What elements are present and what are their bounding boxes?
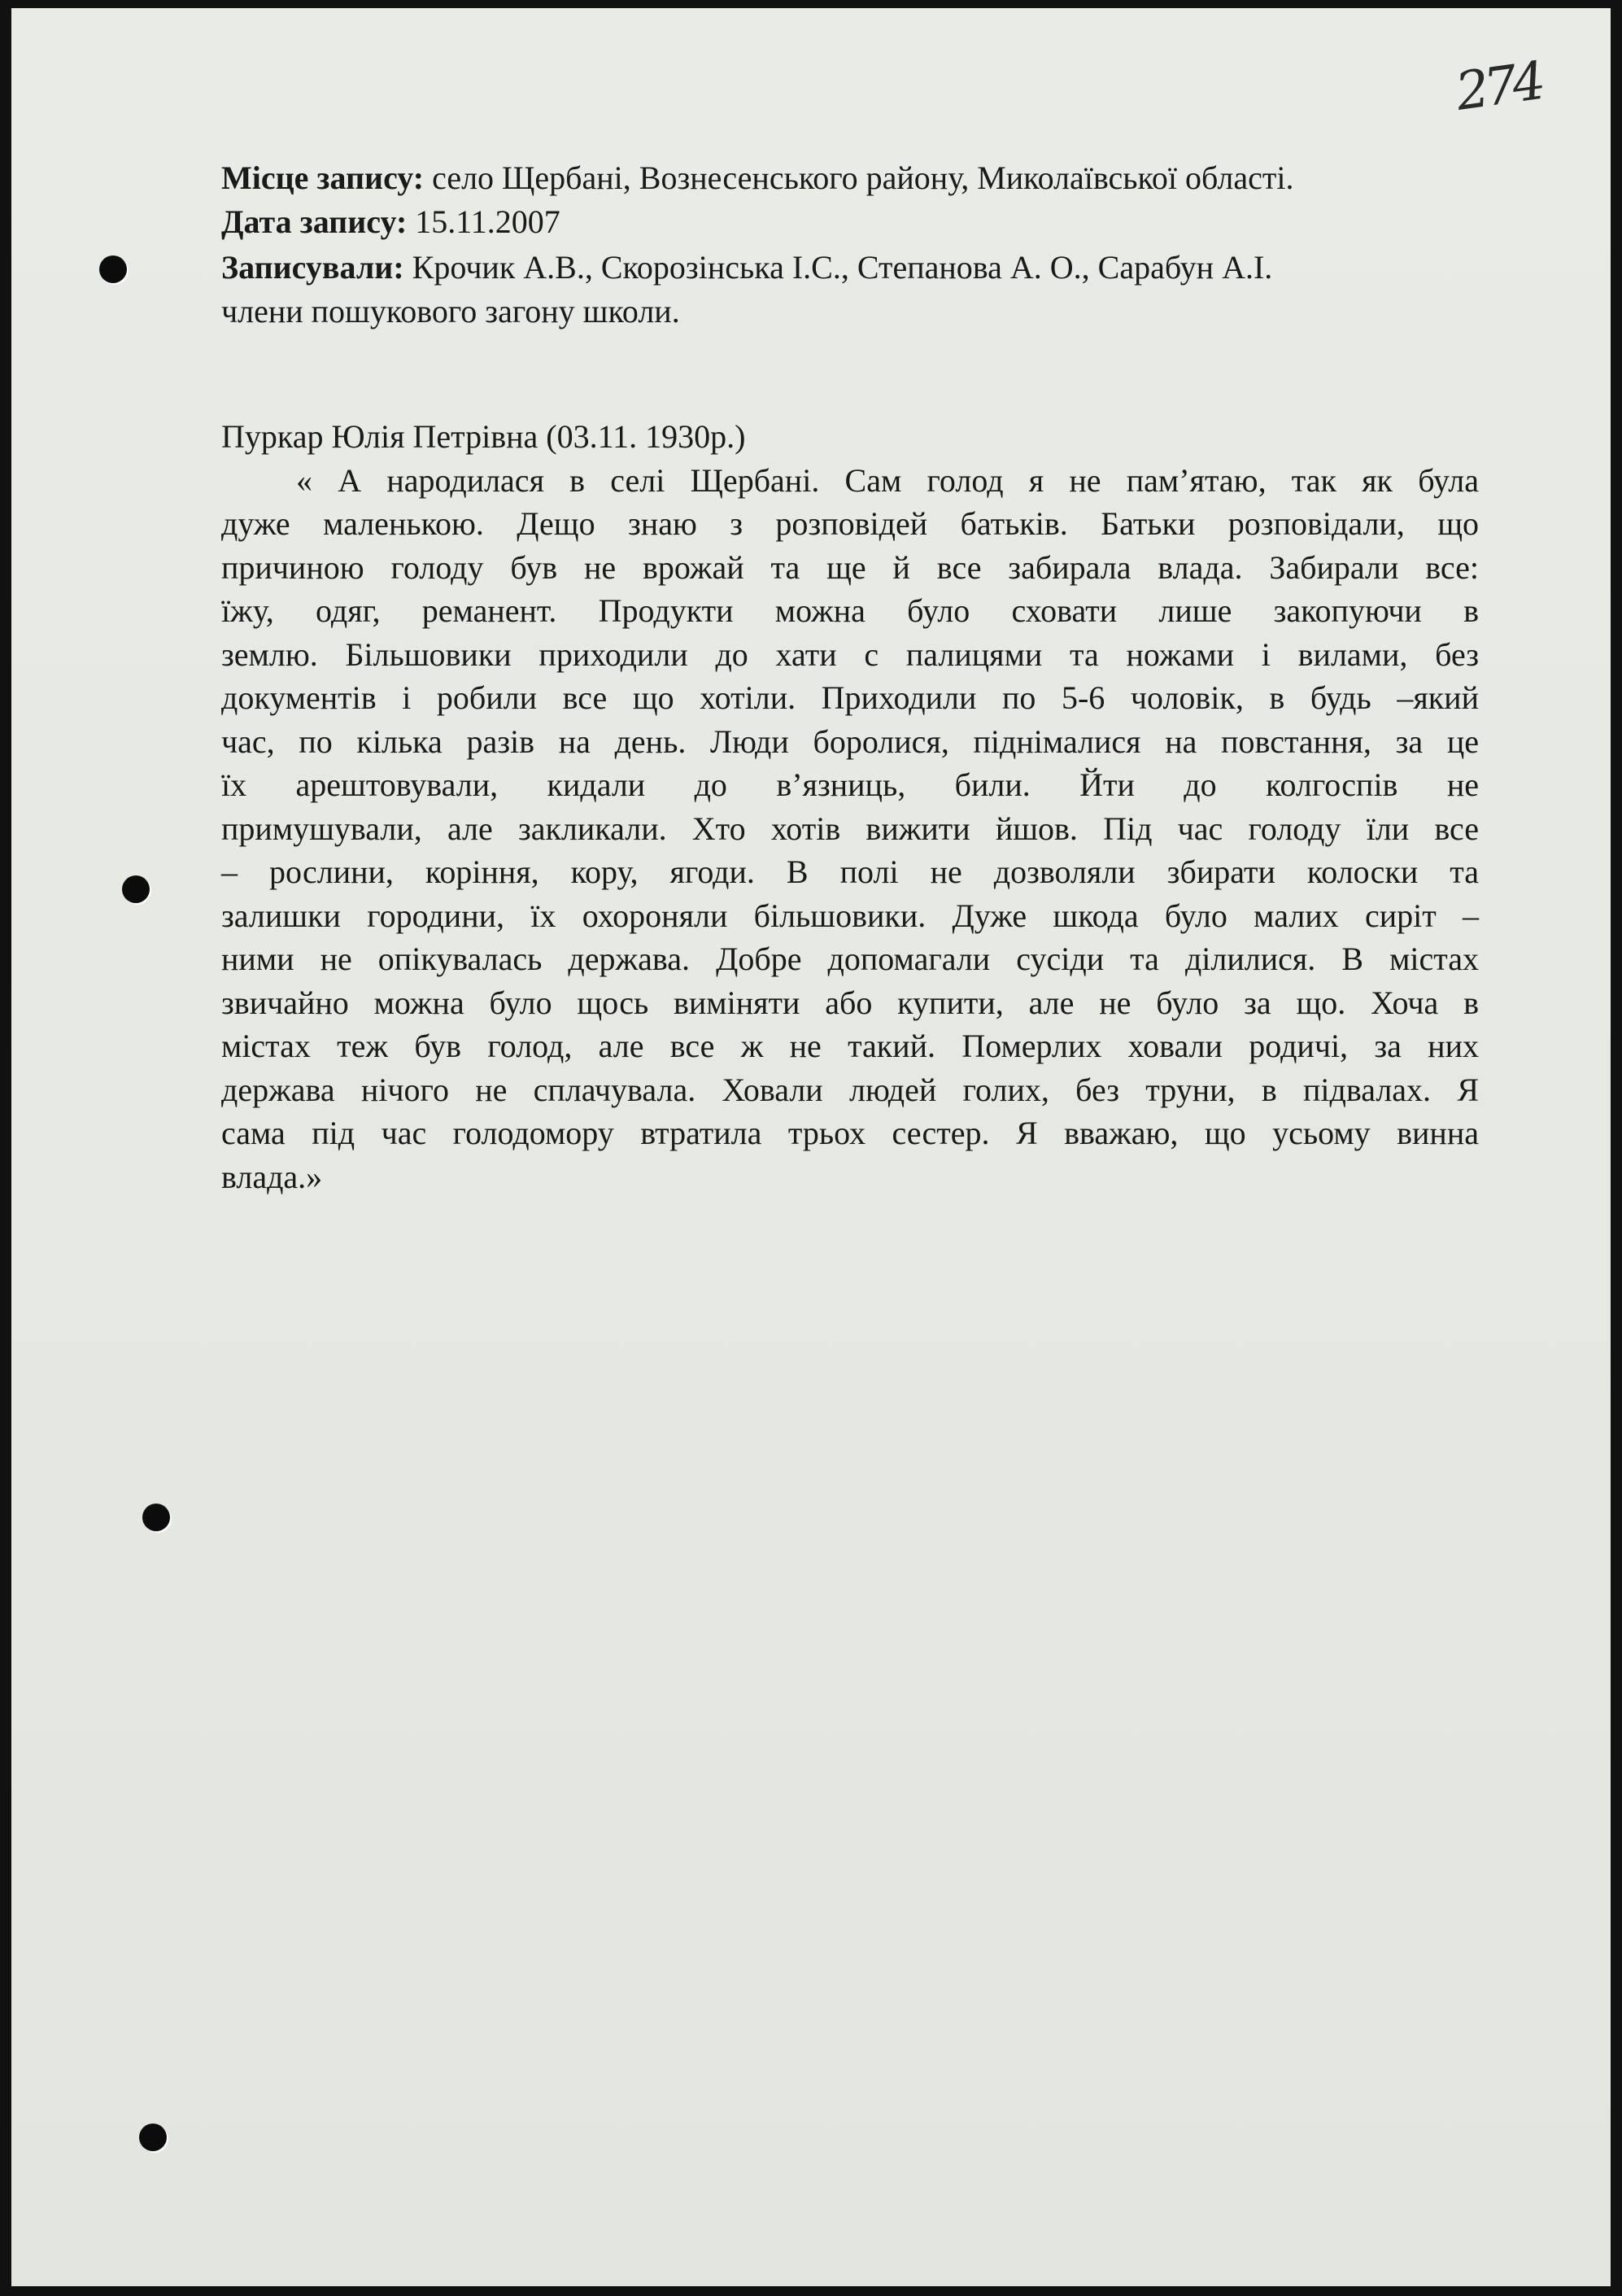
record-place [221,156,1490,199]
record-date [221,200,1490,243]
testimony-line: землю. Більшовики приходили до хати с палицями та ножами і вилами, без [221,635,1479,673]
testimony-line: дуже маленькою. Дещо знаю з розповідей батьків. Батьки розповідали, що [221,505,1479,542]
testimony-line: сама під час голодомору втратила трьох сестер. Я вважаю, що усьому винна [221,1115,1479,1151]
date-label: Дата запису: [221,203,408,240]
punch-hole [139,2124,167,2151]
recorders-note: члени пошукового загону школи. [221,293,680,330]
informant-name: Пуркар Юлія Петрівна (03.11. 1930р.) [221,418,746,455]
testimony-line: « А народилася в селі Щербані. Сам голод я не пам’ятаю, так як була [296,461,1479,499]
testimony-line: час, по кілька разів на день. Люди боролися, піднімалися на повстання, за це [221,722,1479,760]
place-value: село Щербані, Вознесенського району, Миколаївської області. [432,159,1294,196]
testimony-line: звичайно можна було щось виміняти або купити, але не було за що. Хоча в [221,984,1479,1021]
testimony-line: залишки городини, їх охороняли більшовики. Дуже шкода було малих сиріт – [221,897,1479,934]
punch-hole [99,255,127,283]
testimony-line: – рослини, коріння, кору, ягоди. В полі не дозволяли збирати колоски та [221,853,1479,890]
testimony-line: їх арештовували, кидали до в’язниць, били. Йти до колгоспів не [221,766,1479,803]
recorders-value: Крочик А.В., Скорозінська І.С., Степанова А. О., Сарабун А.І. [412,249,1273,286]
recorders [221,246,1490,289]
punch-hole [142,1504,170,1531]
place-label: Місце запису: [221,159,425,196]
testimony-text [221,459,1479,1199]
testimony [221,415,1479,1198]
testimony-line: держава нічого не сплачувала. Ховали людей голих, без труни, в підвалах. Я [221,1071,1479,1108]
testimony-line: влада.» [221,1158,323,1195]
testimony-line: ними не опікувалась держава. Добре допомагали сусіди та ділилися. В містах [221,941,1479,977]
testimony-line: їжу, одяг, реманент. Продукти можна було сховати лише закопуючи в [221,592,1479,629]
testimony-line: документів і робили все що хотіли. Приходили по 5-6 чоловік, в будь –який [221,679,1479,716]
recorders-label: Записували: [221,249,404,286]
testimony-line: причиною голоду був не врожай та ще й все забирала влада. Забирали все: [221,548,1479,586]
testimony-line: містах теж був голод, але все ж не такий. Померлих ховали родичі, за них [221,1028,1479,1064]
punch-hole [122,875,150,903]
date-value: 15.11.2007 [415,203,560,240]
handwritten-page-number: 274 [1452,51,1545,123]
testimony-line: примушували, але закликали. Хто хотів вижити йшов. Під час голоду їли все [221,810,1479,847]
